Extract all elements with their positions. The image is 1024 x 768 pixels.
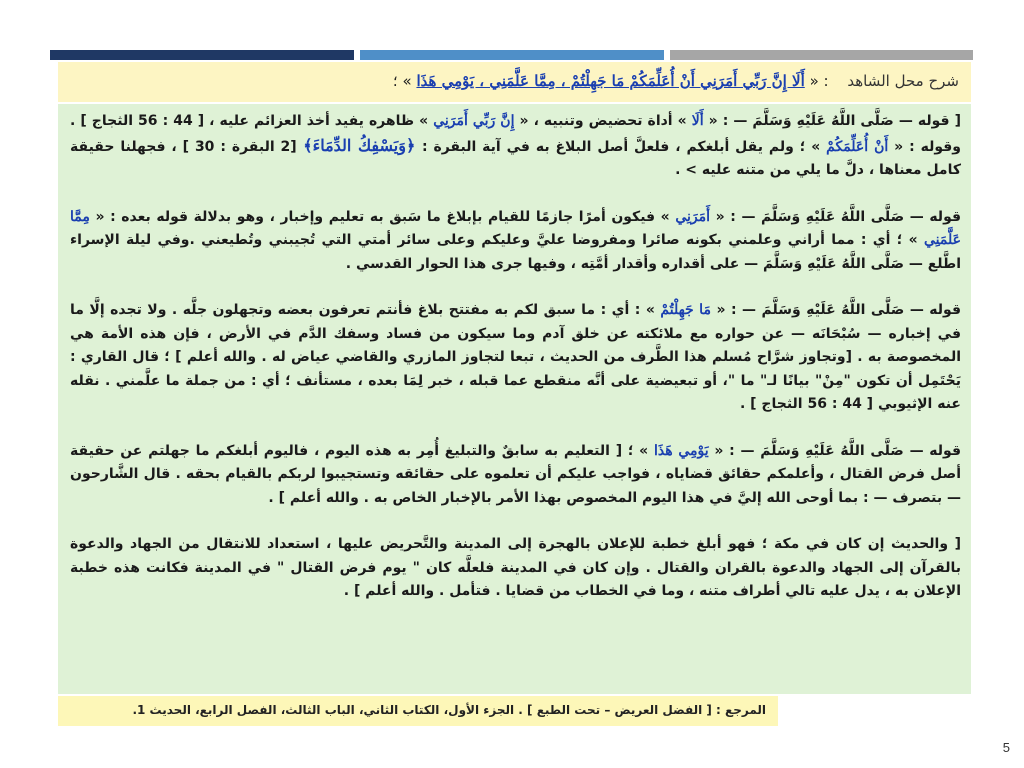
navy-bar (50, 50, 354, 60)
paragraph-2 (70, 206, 961, 277)
explanation-body (58, 104, 971, 694)
paragraph-5 (70, 533, 961, 604)
reference-text: المرجع : [ الفضل العريض – تحت الطبع ] . الجزء الأول، الكتاب الثاني، الباب الثالث، الفصل الرابع، الحديث 1. (132, 703, 766, 717)
p1-text-d: » ؛ ولم يقل أبلغكم ، فلعلَّ أصل البلاغ به في آية البقرة : (421, 138, 821, 155)
blue-bar (360, 50, 664, 60)
header-quote-close: » (402, 72, 412, 90)
p3-text-a: قوله — صَلَّى اللَّهُ عَلَيْهِ وَسَلَّمَ — : « (716, 302, 961, 318)
p1-quran-verse: ﴿وَيَسْفِكُ الدِّمَاءَ﴾ (296, 135, 422, 155)
paragraph-1 (70, 110, 961, 183)
p3-highlight-1: مَا جَهِلْتُمْ (654, 302, 717, 318)
p1-highlight-1: أَلَا (686, 113, 709, 129)
p5-text: [ والحديث إن كان في مكة ؛ فهو أبلغ خطبة للإعلان بالهجرة إلى المدينة والتَّحريض عليها ، استعداد للانتقال من الجهاد والدعوة بالقرآن إلى الجهاد والدعوة بالقران والقتال . وإن كان في المدينة فلعلَّه كان " يوم فرض القتال " في المدينة فكانت هذه خطبة الإعلان به ، يدل عليه تالي أطراف متنه ، وما في الخطاب من قضايا . فتأمل . والله أعلم ] . (70, 536, 961, 599)
gray-bar (670, 50, 973, 60)
p4-text-b: » ؛ [ التعليم به سابقٌ والتبليغ أُمِر به هذه اليوم ، فاليوم أبلغكم ما جهلتم عن حقيقة أصل فرض القتال ، وأعلمكم حقائق قضاياه ، فواجب عليكم أن تعلموه على حقائقه وتستجيبوا لربكم بالقيام بحقه . قال الشَّارحون — بتصرف — : بما أوحى الله إليَّ في هذا اليوم المخصوص بهذا الأمر بالإخبار الخاص به . والله أعلم ] . (70, 442, 961, 506)
p1-text-a: [ قوله — صَلَّى اللَّهُ عَلَيْهِ وَسَلَّمَ — : « (708, 113, 962, 129)
header-quote-open: « (809, 72, 819, 90)
reference-box (58, 696, 778, 726)
p1-highlight-2: إِنَّ رَبِّي أَمَرَنِي (428, 113, 520, 129)
p2-text-a: قوله — صَلَّى اللَّهُ عَلَيْهِ وَسَلَّمَ — : « (715, 208, 962, 225)
header-colon: : (823, 72, 829, 90)
p4-highlight-1: يَوْمِي هَذَا (648, 442, 715, 459)
header-tail: ؛ (392, 72, 398, 90)
p2-highlight-2: مِمَّا عَلَّمَنِي (70, 208, 961, 248)
paragraph-3 (70, 299, 961, 417)
p4-text-a: قوله — صَلَّى اللَّهُ عَلَيْهِ وَسَلَّمَ — : « (714, 442, 961, 459)
p2-highlight-1: أَمَرَنِي (669, 208, 716, 225)
paragraph-4 (70, 440, 961, 511)
p1-text-b: » أداة تحضيض وتنبيه ، « (519, 113, 687, 129)
header-label: شرح محل الشاهد (847, 72, 959, 90)
slide-header (58, 62, 971, 102)
p1-text-e: [2 البقرة : 30 ] ، فجهلنا حقيقة كامل معناها ، دلَّ ما يلي من متنه عليه > . (70, 138, 961, 178)
header-hadith-quote: أَلَا إِنَّ رَبِّي أَمَرَنِي أَنْ أُعَلِّمَكُمْ مَا جَهِلْتُمْ ، مِمَّا عَلَّمَنِي ، يَوْمِي هَذَا (416, 72, 805, 90)
p2-text-c: » ؛ أي : مما أراني وعلمني بكونه صائرا ومفروضا عليَّ وعليكم وعلى سائر أمتي التي تُجيبني وتُطيعني .وفي ليلة الإسراء اطَّلع — صَلَّى اللَّهُ عَلَيْهِ وَسَلَّمَ — على أقداره وأقدار أمَّتِه ، وفيها جرى هذا الحوار القدسي . (70, 232, 961, 272)
page-number: 5 (1002, 740, 1010, 755)
p1-text-c: » ظاهره يفيد أخذ العزائم عليه ، [ 44 : 56 الثجاج ] . وقوله : « (70, 113, 961, 155)
p2-text-b: » فيكون أمرًا جازمًا للقيام بإبلاغ ما سَبق به تعليم وإخبار ، وهو بدلالة قوله بعده : « (95, 208, 670, 225)
top-decorative-bars (50, 50, 973, 60)
p1-highlight-3: أَنْ أُعَلِّمَكُمْ (820, 138, 895, 155)
p3-text-b: » : أي : ما سبق لكم به مفتتح بلاغ فأنتم تعرفون بعضه وتجهلون جلَّه . ولا تجده إلَّا ما في إخباره — سُبْحَانَه — عن حواره مع ملائكته عن خلق آدم وما سيكون من فساد وسفك الدَّم في الأرض ، فإن هذه الأمة هي المخصوصة به . [وتجاوز شرَّاح مُسلم هذا الطَّرف من الحديث ، تبعا لتجاوز المازري والقاضي عياض له . والله أعلم ] ؛ قال القاري : يَحْتَمِل أن تكون "مِنْ" بيانًا لـ" ما "، أو تبعيضية على أنَّه منقطع عما قبله ، خبر لِمَا بعده ، مستأنف ؛ أي : من جملة ما علَّمني . نقله عنه الإثيوبي [ 44 : 56 الثجاج ] . (70, 302, 961, 412)
